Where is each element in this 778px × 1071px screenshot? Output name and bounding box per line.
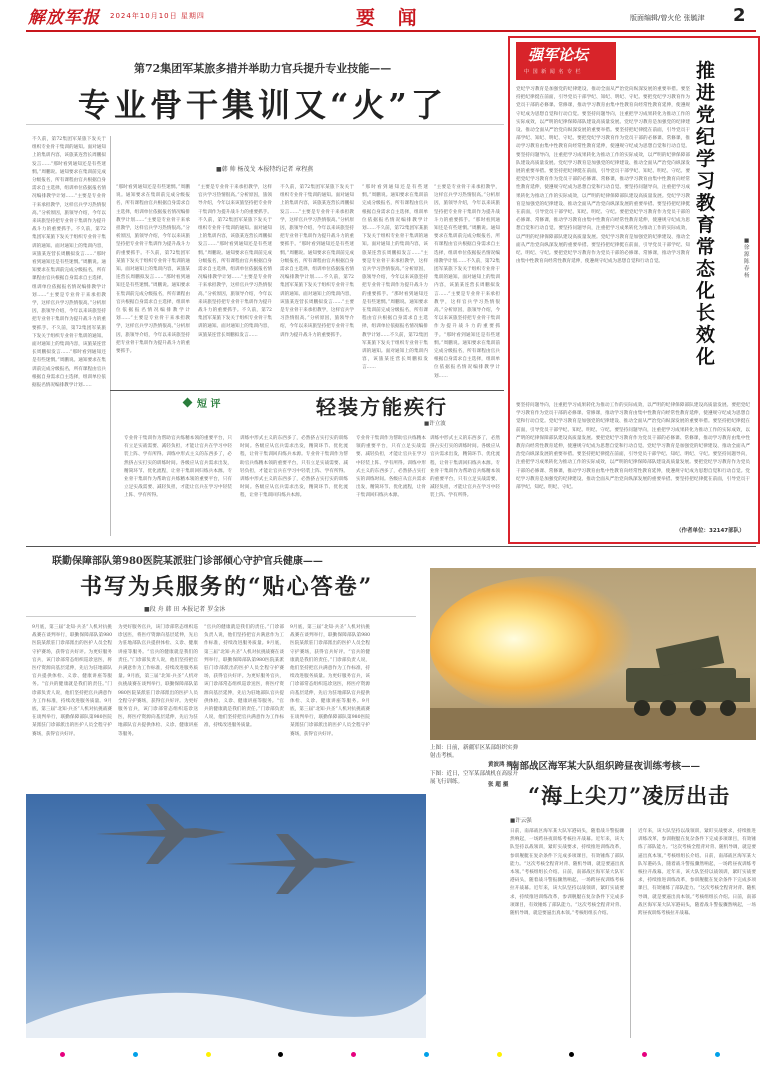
masthead (0, 0, 778, 32)
article-2-headline: 书写为兵服务的“贴心答卷” (80, 574, 374, 600)
article-3-kicker: 南部战区海军某大队组织跨昼夜训练考核—— (510, 761, 701, 772)
dot-icon (351, 1052, 356, 1057)
oped-badge-title: 强军论坛 (528, 46, 589, 64)
article-1-col-1: 不久前，第72集团军某旅下发关于组织专业骨干集训的通知。面对通知上的集训内容，该旅某连营长周鹏拟发言……“那时看到通知还是有些迷惘。”周鹏说。通知要求在集训前完成分级报名，所有课程由官兵根据自身需求自主选择，组训单位依据报名情况编排教学计划……“主要是专业骨干来承担教学，这样官兵学习热情很高。”分析原因，旅领导介绍，今年以来该旅坚持把专业骨干集训作为提升战斗力的重要抓手。不久前，第72集团军某旅下发关于组织专业骨干集训的通知。面对通知上的集训内容，该旅某连营长周鹏拟发言……“那时看到通知还是有些迷惘。”周鹏说。通知要求在集训前完成分级报名，所有课程由官兵根据自身需求自主选择，组训单位依据报名情况编排教学计划……“主要是专业骨干来承担教学，这样官兵学习热情很高。”分析原因，旅领导介绍，今年以来该旅坚持把专业骨干集训作为提升战斗力的重要抓手。不久前，第72集团军某旅下发关于组织专业骨干集训的通知。面对通知上的集训内容，该旅某连营长周鹏拟发言……“那时看到通知还是有些迷惘。”周鹏说。通知要求在集训前完成分级报名，所有课程由官兵根据自身需求自主选择，组训单位依据报名情况编排教学计划…… (32, 137, 106, 389)
article-2-byline: ■段 舟 韩 田 本报记者 罗金沐 (144, 606, 226, 613)
color-registration-bar (60, 1052, 720, 1060)
article-3-byline: ■许云强 (510, 818, 532, 824)
article-2-col-2: 为更好服务官兵，该门诊部常态组织巡诊送医，将医疗资源向基层延伸，先后为驻地部队官兵提供体检、义诊、健康讲座等服务。“官兵的健康就是我们的责任。”门诊部负责人说，他们坚持把官兵满意作为工作标准，持续改进服务质量。9月底，第三届“北知·兵圣”人机对抗挑战赛在谈判举行，联勤保障部队第980医院某派驻门诊部派出的医护人员全程守护赛场，获得官兵好评。为更好服务官兵，该门诊部常态组织巡诊送医，将医疗资源向基层延伸，先后为驻地部队官兵提供体检、义诊、健康讲座等服务。 (118, 625, 198, 737)
oped-badge (516, 42, 616, 80)
dot-icon (424, 1052, 429, 1057)
dot-icon (642, 1052, 647, 1057)
dot-icon (715, 1052, 720, 1057)
short-review-headline: 轻装方能疾行 (316, 395, 448, 419)
short-review-badge: 短 评 (184, 395, 220, 410)
article-2-col-1: 9月底，第三届“北知·兵圣”人机对抗挑战赛在谈判举行，联勤保障部队第980医院某派驻门诊部派出的医护人员全程守护赛场，获得官兵好评。为更好服务官兵，该门诊部常态组织巡诊送医，将医疗资源向基层延伸，先后为驻地部队官兵提供体检、义诊、健康讲座等服务。“官兵的健康就是我们的责任。”门诊部负责人说，他们坚持把官兵满意作为工作标准，持续改进服务质量。9月底，第三届“北知·兵圣”人机对抗挑战赛在谈判举行，联勤保障部队第980医院某派驻门诊部派出的医护人员全程守护赛场，获得官兵好评。 (32, 625, 112, 737)
caption-top: 上图：日前，新疆军区某部组织实弹射击考核。 (430, 745, 519, 759)
article-2-col-4: 9月底，第三届“北知·兵圣”人机对抗挑战赛在谈判举行，联勤保障部队第980医院某派驻门诊部派出的医护人员全程守护赛场，获得官兵好评。“官兵的健康就是我们的责任。”门诊部负责人说，他们坚持把官兵满意作为工作标准，持续改进服务质量。为更好服务官兵，该门诊部常态组织巡诊送医，将医疗资源向基层延伸，先后为驻地部队官兵提供体检、义诊、健康讲座等服务。9月底，第三届“北知·兵圣”人机对抗挑战赛在谈判举行，联勤保障部队第980医院某派驻门诊部派出的医护人员全程守护赛场，获得官兵好评。 (290, 625, 370, 737)
masthead-logo: 解放军报 (28, 8, 100, 28)
page-number: 2 (733, 5, 746, 26)
artillery-photo-svg (430, 568, 756, 740)
dot-icon (60, 1052, 65, 1057)
section-rule (26, 546, 756, 547)
article-1-col-5: “那时看到通知还是有些迷惘。”周鹏说。通知要求在集训前完成分级报名，所有课程由官兵根据自身需求自主选择，组训单位依据报名情况编排教学计划……不久前，第72集团军某旅下发关于组织专业骨干集训的通知。面对通知上的集训内容，该旅某连营长周鹏拟发言……“主要是专业骨干来承担教学，这样官兵学习热情很高。”分析原因，旅领导介绍，今年以来该旅坚持把专业骨干集训作为提升战斗力的重要抓手。“那时看到通知还是有些迷惘。”周鹏说。通知要求在集训前完成分级报名，所有课程由官兵根据自身需求自主选择，组训单位依据报名情况编排教学计划……不久前，第72集团军某旅下发关于组织专业骨干集训的通知。面对通知上的集训内容，该旅某连营长周鹏拟发言…… (362, 185, 428, 371)
masthead-rule (26, 30, 756, 32)
article-1-byline: ■韩 帅 杨茂戈 本报特约记者 章程燕 (216, 166, 314, 173)
oped-footer: （作者单位：32147部队） (676, 528, 745, 534)
article-3-headline: “海上尖刀”凌厉出击 (528, 783, 731, 808)
short-review-col-1: 专业骨干集训作为帮助官兵练精本领的重要平台，只有立足实战需要、减轻负担，才能让官兵在学习中轻装上阵、学有所得。训练中形式主义的东西多了，必然挤占实打实的训练时间。各级应从官兵需求出发，精简环节、优化流程，让骨干集训回归练兵本源。专业骨干集训作为帮助官兵练精本领的重要平台，只有立足实战需要、减轻负担，才能让官兵在学习中轻装上阵、学有所得。 (124, 436, 232, 499)
diamond-icon (183, 398, 193, 408)
oped-col-1: 党纪学习教育是加强党的纪律建设、推动全面从严治党向纵深发展的重要举措。要坚持把纪律挺在前面，引导党员干部学纪、知纪、明纪、守纪。要把党纪学习教育作为党员干部的必修课、常修课，推动学习教育由集中性教育向经常性教育延伸，使遵规守纪成为思想自觉和行动自觉。要坚持问题导向，注重把学习成果转化为推动工作的实际成效，以严明的纪律保障部队建设高质量发展。党纪学习教育是加强党的纪律建设、推动全面从严治党向纵深发展的重要举措。要坚持把纪律挺在前面，引导党员干部学纪、知纪、明纪、守纪。要把党纪学习教育作为党员干部的必修课、常修课，推动学习教育由集中性教育向经常性教育延伸，使遵规守纪成为思想自觉和行动自觉。要坚持问题导向，注重把学习成果转化为推动工作的实际成效，以严明的纪律保障部队建设高质量发展。党纪学习教育是加强党的纪律建设、推动全面从严治党向纵深发展的重要举措。要坚持把纪律挺在前面，引导党员干部学纪、知纪、明纪、守纪。要把党纪学习教育作为党员干部的必修课、常修课，推动学习教育由集中性教育向经常性教育延伸，使遵规守纪成为思想自觉和行动自觉。要坚持问题导向，注重把学习成果转化为推动工作的实际成效，以严明的纪律保障部队建设高质量发展。党纪学习教育是加强党的纪律建设、推动全面从严治党向纵深发展的重要举措。要坚持把纪律挺在前面，引导党员干部学纪、知纪、明纪、守纪。要把党纪学习教育作为党员干部的必修课、常修课，推动学习教育由集中性教育向经常性教育延伸，使遵规守纪成为思想自觉和行动自觉。要坚持问题导向，注重把学习成果转化为推动工作的实际成效，以严明的纪律保障部队建设高质量发展。党纪学习教育是加强党的纪律建设、推动全面从严治党向纵深发展的重要举措。要坚持把纪律挺在前面，引导党员干部学纪、知纪、明纪、守纪。要把党纪学习教育作为党员干部的必修课、常修课，推动学习教育由集中性教育向经常性教育延伸，使遵规守纪成为思想自觉和行动自觉。 (516, 87, 690, 265)
article-1-col-2: “那时看到通知还是有些迷惘。”周鹏说。通知要求在集训前完成分级报名，所有课程由官兵根据自身需求自主选择，组训单位依据报名情况编排教学计划……“主要是专业骨干来承担教学，这样官兵学习热情很高。”分析原因，旅领导介绍，今年以来该旅坚持把专业骨干集训作为提升战斗力的重要抓手。不久前，第72集团军某旅下发关于组织专业骨干集训的通知。面对通知上的集训内容，该旅某连营长周鹏拟发言……“那时看到通知还是有些迷惘。”周鹏说。通知要求在集训前完成分级报名，所有课程由官兵根据自身需求自主选择，组训单位依据报名情况编排教学计划……“主要是专业骨干来承担教学，这样官兵学习热情很高。”分析原因，旅领导介绍，今年以来该旅坚持把专业骨干集训作为提升战斗力的重要抓手。 (116, 185, 190, 355)
dot-icon (497, 1052, 502, 1057)
oped-box (508, 36, 760, 544)
photo-artillery (430, 568, 756, 740)
short-review-col-2: 训练中形式主义的东西多了，必然挤占实打实的训练时间。各级应从官兵需求出发，精简环节、优化流程，让骨干集训回归练兵本源。专业骨干集训作为帮助官兵练精本领的重要平台，只有立足实战需要、减轻负担，才能让官兵在学习中轻装上阵、学有所得。训练中形式主义的东西多了，必然挤占实打实的训练时间。各级应从官兵需求出发，精简环节、优化流程，让骨干集训回归练兵本源。 (240, 436, 348, 499)
masthead-date: 2024年10月10日 星期四 (110, 12, 205, 20)
section-title: 要 闻 (356, 7, 425, 29)
dot-icon (133, 1052, 138, 1057)
dot-icon (569, 1052, 574, 1057)
article-2-kicker: 联勤保障部队第980医院某派驻门诊部倾心守护官兵健康—— (52, 556, 323, 567)
article-2-rule (26, 616, 416, 617)
article-1-col-4: 不久前，第72集团军某旅下发关于组织专业骨干集训的通知。面对通知上的集训内容，该旅某连营长周鹏拟发言……“主要是专业骨干来承担教学，这样官兵学习热情很高。”分析原因，旅领导介绍，今年以来该旅坚持把专业骨干集训作为提升战斗力的重要抓手。“那时看到通知还是有些迷惘。”周鹏说。通知要求在集训前完成分级报名，所有课程由官兵根据自身需求自主选择，组训单位依据报名情况编排教学计划……不久前，第72集团军某旅下发关于组织专业骨干集训的通知。面对通知上的集训内容，该旅某连营长周鹏拟发言……“主要是专业骨干来承担教学，这样官兵学习热情很高。”分析原因，旅领导介绍，今年以来该旅坚持把专业骨干集训作为提升战斗力的重要抓手。 (280, 185, 354, 338)
col-divider (630, 828, 631, 1038)
oped-title: 推进党纪学习教育常态化长效化 (696, 60, 716, 368)
short-review-col-4: 训练中形式主义的东西多了，必然挤占实打实的训练时间。各级应从官兵需求出发，精简环节、优化流程，让骨干集训回归练兵本源。专业骨干集训作为帮助官兵练精本领的重要平台，只有立足实战需要、减轻负担，才能让官兵在学习中轻装上阵、学有所得。 (430, 436, 500, 499)
credit-bottom: 张 超 摄 (488, 782, 509, 788)
dot-icon (278, 1052, 283, 1057)
credit-top: 黄波鸿 摄 (488, 762, 512, 768)
article-1-col-6: “主要是专业骨干来承担教学，这样官兵学习热情很高。”分析原因，旅领导介绍，今年以来该旅坚持把专业骨干集训作为提升战斗力的重要抓手。“那时看到通知还是有些迷惘。”周鹏说。通知要求在集训前完成分级报名，所有课程由官兵根据自身需求自主选择，组训单位依据报名情况编排教学计划……不久前，第72集团军某旅下发关于组织专业骨干集训的通知。面对通知上的集训内容，该旅某连营长周鹏拟发言……“主要是专业骨干来承担教学，这样官兵学习热情很高。”分析原因，旅领导介绍，今年以来该旅坚持把专业骨干集训作为提升战斗力的重要抓手。“那时看到通知还是有些迷惘。”周鹏说。通知要求在集训前完成分级报名，所有课程由官兵根据自身需求自主选择，组训单位依据报名情况编排教学计划…… (434, 185, 500, 379)
short-review-byline: ■许立波 (424, 421, 446, 427)
dot-icon (206, 1052, 211, 1057)
article-1-kicker: 第72集团军某旅多措并举助力官兵提升专业技能—— (134, 62, 392, 75)
article-3 (510, 744, 756, 1044)
jets-photo-svg (26, 794, 426, 1038)
short-review-col-3: 专业骨干集训作为帮助官兵练精本领的重要平台，只有立足实战需要、减轻负担，才能让官兵在学习中轻装上阵、学有所得。训练中形式主义的东西多了，必然挤占实打实的训练时间。各级应从官兵需求出发，精简环节、优化流程，让骨干集训回归练兵本源。 (356, 436, 426, 499)
short-review (110, 390, 504, 541)
article-1-col-3: “主要是专业骨干来承担教学，这样官兵学习热情很高。”分析原因，旅领导介绍，今年以来该旅坚持把专业骨干集训作为提升战斗力的重要抓手。不久前，第72集团军某旅下发关于组织专业骨干集训的通知。面对通知上的集训内容，该旅某连营长周鹏拟发言……“那时看到通知还是有些迷惘。”周鹏说。通知要求在集训前完成分级报名，所有课程由官兵根据自身需求自主选择，组训单位依据报名情况编排教学计划……“主要是专业骨干来承担教学，这样官兵学习热情很高。”分析原因，旅领导介绍，今年以来该旅坚持把专业骨干集训作为提升战斗力的重要抓手。不久前，第72集团军某旅下发关于组织专业骨干集训的通知。面对通知上的集训内容，该旅某连营长周鹏拟发言…… (198, 185, 272, 338)
article-1-headline: 专业骨干集训又“火”了 (78, 86, 447, 124)
article-2-col-3: “官兵的健康就是我们的责任。”门诊部负责人说，他们坚持把官兵满意作为工作标准，持续改进服务质量。9月底，第三届“北知·兵圣”人机对抗挑战赛在谈判举行，联勤保障部队第980医院某派驻门诊部派出的医护人员全程守护赛场，获得官兵好评。为更好服务官兵，该门诊部常态组织巡诊送医，将医疗资源向基层延伸，先后为驻地部队官兵提供体检、义诊、健康讲座等服务。“官兵的健康就是我们的责任。”门诊部负责人说，他们坚持把官兵满意作为工作标准，持续改进服务质量。 (204, 625, 284, 729)
article-3-col-2: 近年来，该大队坚持以战领训，紧盯实战要求，持续推进训练改革，参训舰艇在复杂条件下完成多项课目，有效锤炼了部队能力。“这次考核全程背对背、随机导调，就是要逼出真本领。”考核组组长介绍。日前，南部战区海军某大队军港码头，随着战斗警报骤然响起，一场跨昼夜训练考核拉开战幕。近年来，该大队坚持以战领训，紧盯实战要求，持续推进训练改革，参训舰艇在复杂条件下完成多项课目，有效锤炼了部队能力。“这次考核全程背对背、随机导调，就是要逼出真本领。”考核组组长介绍。日前，南部战区海军某大队军港码头，随着战斗警报骤然响起，一场跨昼夜训练考核拉开战幕。 (638, 829, 756, 917)
photo-jets (26, 794, 426, 1038)
oped-badge-sub: 中 国 新 闻 名 专 栏 (524, 69, 582, 75)
page-editors: 版面编辑/曾火伦 张毓津 (630, 14, 705, 22)
caption-bottom: 下图：近日，空军某部战机在高原开展飞行训练。 (430, 771, 519, 785)
oped-col-2: 要坚持问题导向，注重把学习成果转化为推动工作的实际成效，以严明的纪律保障部队建设高质量发展。要把党纪学习教育作为党员干部的必修课、常修课，推动学习教育由集中性教育向经常性教育延伸，使遵规守纪成为思想自觉和行动自觉。党纪学习教育是加强党的纪律建设、推动全面从严治党向纵深发展的重要举措。要坚持把纪律挺在前面，引导党员干部学纪、知纪、明纪、守纪。要坚持问题导向，注重把学习成果转化为推动工作的实际成效，以严明的纪律保障部队建设高质量发展。要把党纪学习教育作为党员干部的必修课、常修课，推动学习教育由集中性教育向经常性教育延伸，使遵规守纪成为思想自觉和行动自觉。党纪学习教育是加强党的纪律建设、推动全面从严治党向纵深发展的重要举措。要坚持把纪律挺在前面，引导党员干部学纪、知纪、明纪、守纪。要坚持问题导向，注重把学习成果转化为推动工作的实际成效，以严明的纪律保障部队建设高质量发展。要把党纪学习教育作为党员干部的必修课、常修课，推动学习教育由集中性教育向经常性教育延伸，使遵规守纪成为思想自觉和行动自觉。党纪学习教育是加强党的纪律建设、推动全面从严治党向纵深发展的重要举措。要坚持把纪律挺在前面，引导党员干部学纪、知纪、明纪、守纪。 (516, 403, 750, 491)
oped-author: ■徐源 陈春杨 (744, 238, 750, 279)
article-3-col-1: 日前，南部战区海军某大队军港码头，随着战斗警报骤然响起，一场跨昼夜训练考核拉开战幕。近年来，该大队坚持以战领训，紧盯实战要求，持续推进训练改革，参训舰艇在复杂条件下完成多项课目，有效锤炼了部队能力。“这次考核全程背对背、随机导调，就是要逼出真本领。”考核组组长介绍。日前，南部战区海军某大队军港码头，随着战斗警报骤然响起，一场跨昼夜训练考核拉开战幕。近年来，该大队坚持以战领训，紧盯实战要求，持续推进训练改革，参训舰艇在复杂条件下完成多项课目，有效锤炼了部队能力。“这次考核全程背对背、随机导调，就是要逼出真本领。”考核组组长介绍。 (510, 829, 624, 917)
